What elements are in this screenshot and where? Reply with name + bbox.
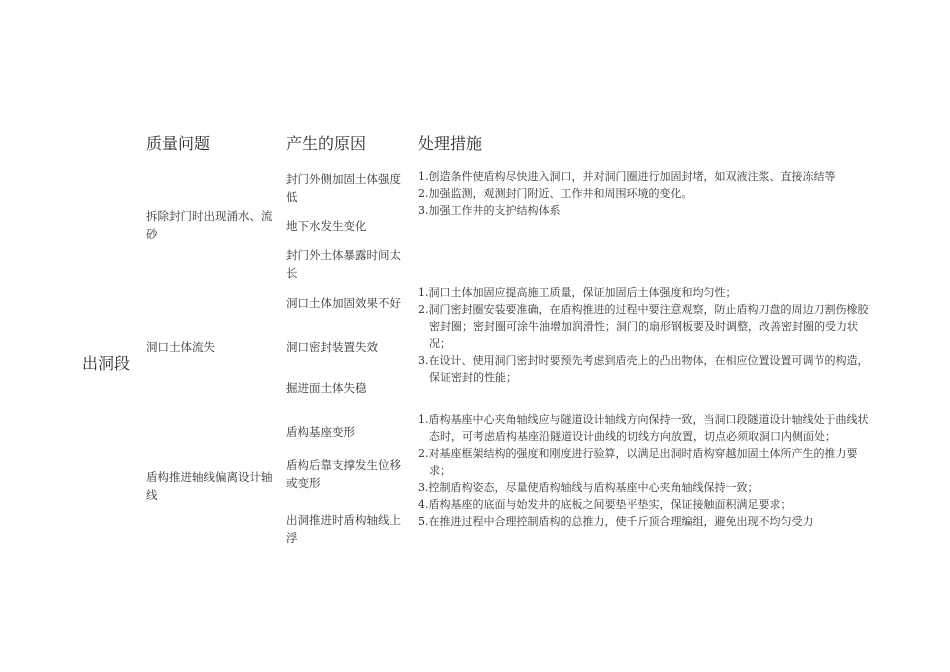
header-cause: 产生的原因 bbox=[286, 134, 367, 153]
header-measure: 处理措施 bbox=[418, 134, 483, 153]
measure-list bbox=[418, 284, 873, 386]
cause-cell: 盾构基座变形 bbox=[286, 425, 355, 439]
measure-item: 1.洞口土体加固应提高施工质量，保证加固后土体强度和均匀性； bbox=[418, 286, 737, 299]
cause-cell: 洞口密封装置失效 bbox=[286, 340, 378, 354]
cause-cell: 封门外土体暴露时间太长 bbox=[286, 248, 401, 280]
cause-cell: 盾构后靠支撑发生位移或变形 bbox=[286, 458, 401, 490]
measure-item: 1.盾构基座中心夹角轴线应与隧道设计轴线方向保持一致，当洞口段隧道设计轴线处于曲线状态时，可考虑盾构基座沿隧道设计曲线的切线方向放置，切点必须取洞口内侧面处； bbox=[418, 413, 869, 443]
measure-list bbox=[418, 411, 873, 530]
measure-list bbox=[418, 168, 873, 219]
issue-cell: 洞口土体流失 bbox=[146, 340, 215, 354]
measure-item: 2.加强监测，观测封门附近、工作井和周围环境的变化。 bbox=[418, 187, 693, 200]
measure-item: 3.加强工作井的支护结构体系 bbox=[418, 204, 561, 217]
header-issue: 质量问题 bbox=[146, 134, 211, 153]
measure-item: 1.创造条件使盾构尽快进入洞口，并对洞门圈进行加固封堵，如双液注浆、直接冻结等 bbox=[418, 170, 836, 183]
measure-item: 2.洞门密封圈安装要准确，在盾构推进的过程中要注意观察，防止盾构刀盘的周边刀割伤橡胶密封圈；密封圈可涂牛油增加润滑性；洞门的扇形钢板要及时调整，改善密封圈的受力状况； bbox=[418, 303, 869, 350]
issue-cell: 拆除封门时出现涌水、流砂 bbox=[146, 209, 273, 241]
cause-cell: 掘进面土体失稳 bbox=[286, 381, 367, 395]
section-label: 出洞段 bbox=[82, 354, 131, 373]
measure-item: 3.在设计、使用洞门密封时要预先考虑到盾壳上的凸出物体，在相应位置设置可调节的构造，保证密封的性能； bbox=[418, 354, 869, 384]
cause-cell: 封门外侧加固土体强度低 bbox=[286, 172, 401, 204]
measure-item: 5.在推进过程中合理控制盾构的总推力，使千斤顶合理编组，避免出现不均匀受力 bbox=[418, 515, 814, 528]
measure-item: 3.控制盾构姿态，尽量使盾构轴线与盾构基座中心夹角轴线保持一致； bbox=[418, 481, 759, 494]
cause-cell: 洞口土体加固效果不好 bbox=[286, 296, 401, 310]
issue-cell: 盾构推进轴线偏离设计轴线 bbox=[146, 470, 273, 502]
cause-cell: 出洞推进时盾构轴线上浮 bbox=[286, 513, 401, 545]
measure-item: 4.盾构基座的底面与始发井的底板之间要垫平垫实，保证接触面积满足要求； bbox=[418, 498, 792, 511]
measure-item: 2.对基座框架结构的强度和刚度进行验算，以满足出洞时盾构穿越加固土体所产生的推力要求； bbox=[418, 447, 858, 477]
cause-cell: 地下水发生变化 bbox=[286, 219, 367, 233]
